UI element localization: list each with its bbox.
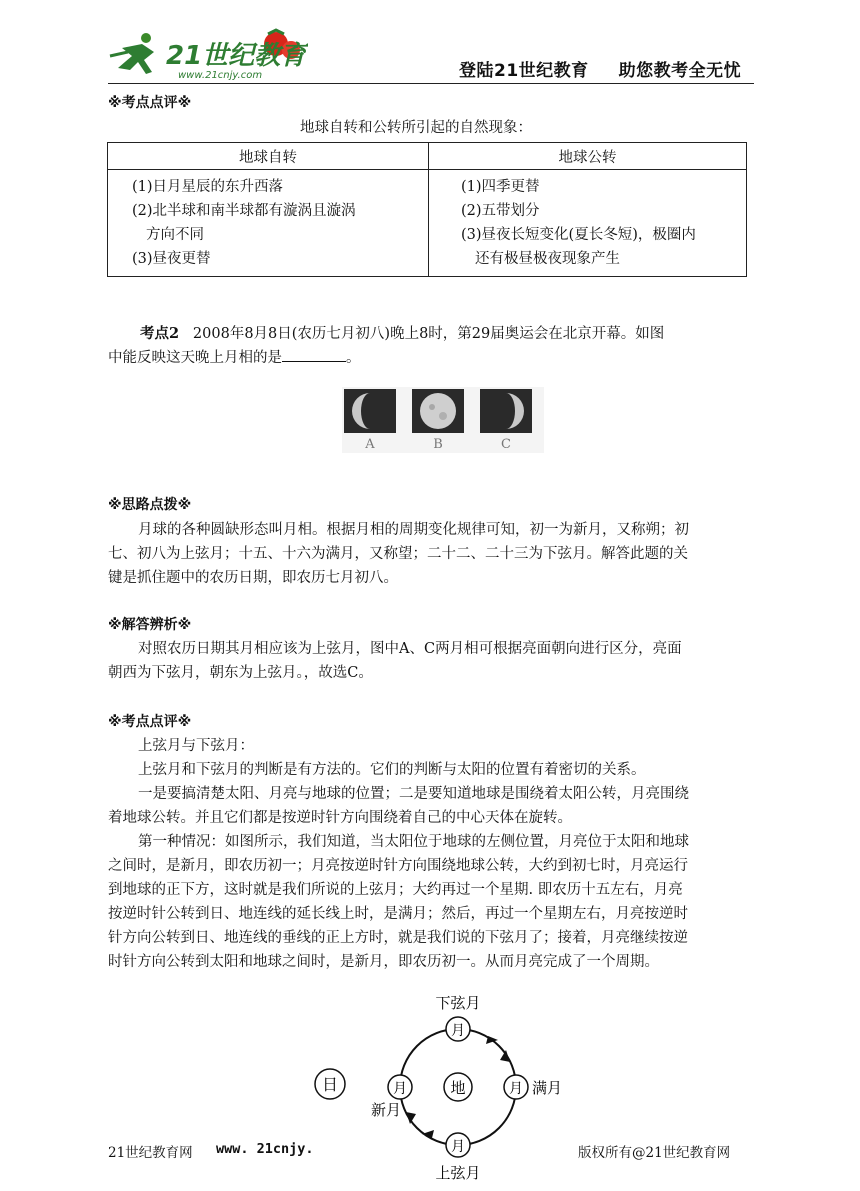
label-new-moon: 新月 xyxy=(370,1101,402,1119)
list-item: (1)日月星辰的东升西落 xyxy=(132,179,284,195)
text-line: 月球的各种圆缺形态叫月相。根据月相的周期变化规律可知，初一为新月，又称朔；初 xyxy=(138,522,689,538)
text-line: 上弦月与下弦月： xyxy=(138,738,254,754)
answer-blank xyxy=(282,347,346,362)
earth-node xyxy=(444,1073,472,1101)
list-item: (1)四季更替 xyxy=(461,179,540,195)
text-line: 七、初八为上弦月；十五、十六为满月，又称望；二十二、二十三为下弦月。解答此题的关 xyxy=(108,546,688,562)
runner-icon xyxy=(110,33,154,74)
label-full-moon: 满月 xyxy=(532,1079,560,1097)
moon-label-bottom: 月 xyxy=(451,1139,465,1155)
slogan-right: 助您教考全无忧 xyxy=(618,61,742,81)
text-line: 对照农历日期其月相应该为上弦月，图中A、C两月相可根据亮面朝向进行区分，亮面 xyxy=(138,641,682,657)
logo-url: www.21cnjy.com xyxy=(178,70,263,81)
revolution-cell xyxy=(429,170,747,277)
section-title-review-2: ※考点点评※ xyxy=(108,714,192,730)
table-row xyxy=(108,170,747,277)
moon-node-bottom xyxy=(446,1133,470,1157)
text-line: 按逆时针公转到日、地连线的延长线上时，是满月；然后，再过一个星期左右，月亮按逆时 xyxy=(108,906,688,922)
question-line1: 2008年8月8日(农历七月初八)晚上8时，第29届奥运会在北京开幕。如图 xyxy=(192,326,665,342)
footer-copyright: 版权所有@21世纪教育网 xyxy=(578,1145,731,1161)
text-line: 到地球的正下方，这时就是我们所说的上弦月；大约再过一个星期. 即农历十五左右，月亮 xyxy=(108,882,683,898)
logo xyxy=(108,26,308,82)
footer-left: 21世纪教育网 xyxy=(108,1145,193,1161)
text-line: 着地球公转。并且它们都是按逆时针方向围绕着自己的中心天体在旋转。 xyxy=(108,810,572,826)
text-line: 上弦月和下弦月的判断是有方法的。它们的判断与太阳的位置有着密切的关系。 xyxy=(138,762,646,778)
sun-node xyxy=(315,1069,345,1099)
question-text xyxy=(108,322,758,346)
moon-label-c: C xyxy=(501,437,511,452)
moon-orbit-diagram xyxy=(310,988,560,1186)
header-revolution: 地球公转 xyxy=(429,143,747,170)
text-line: 第一种情况：如图所示，我们知道，当太阳位于地球的左侧位置，月亮位于太阳和地球 xyxy=(138,834,689,850)
list-item: (2)五带划分 xyxy=(461,203,540,219)
text-line: 一是要搞清楚太阳、月亮与地球的位置；二是要知道地球是围绕着太阳公转，月亮围绕 xyxy=(138,786,689,802)
moon-node-top xyxy=(446,1017,470,1041)
moon-label-left: 月 xyxy=(393,1081,407,1097)
text-line: 朝西为下弦月，朝东为上弦月。，故选C。 xyxy=(108,665,373,681)
section-title-analysis: ※解答辨析※ xyxy=(108,617,192,633)
header-slogan xyxy=(459,56,741,81)
section-title-review: ※考点点评※ xyxy=(108,95,192,111)
text-line: 键是抓住题中的农历日期，即农历七月初八。 xyxy=(108,570,398,586)
analysis-paragraph xyxy=(108,637,758,685)
earth-label: 地 xyxy=(450,1079,466,1097)
moon-node-left xyxy=(388,1075,412,1099)
moon-phase-figure xyxy=(342,387,544,453)
header-rotation: 地球自转 xyxy=(108,143,429,170)
header-divider xyxy=(108,83,754,84)
moon-label-a: A xyxy=(365,437,375,452)
list-item: (3)昼夜更替 xyxy=(132,251,211,267)
slogan-left: 登陆21世纪教育 xyxy=(459,61,589,81)
list-item: 还有极昼极夜现象产生 xyxy=(475,251,620,267)
moon-node-right xyxy=(504,1075,528,1099)
text-line: 时针方向公转到太阳和地球之间时，是新月，即农历初一。从而月亮完成了一个周期。 xyxy=(108,954,659,970)
label-first-quarter: 上弦月 xyxy=(435,1164,481,1182)
comparison-table xyxy=(107,142,747,277)
orbit-arrow-right xyxy=(500,1050,510,1062)
question-stem: 中能反映这天晚上月相的是 xyxy=(108,350,282,366)
section-title-hint: ※思路点拨※ xyxy=(108,497,192,513)
text-line: 针方向公转到日、地连线的垂线的正上方时，就是我们说的下弦月了；接着，月亮继续按逆 xyxy=(108,930,688,946)
list-item: (2)北半球和南半球都有漩涡且漩涡 xyxy=(132,203,356,219)
logo-text: 21世纪教育 xyxy=(166,41,307,71)
list-item: (3)昼夜长短变化(夏长冬短)，极圈内 xyxy=(461,227,696,243)
moon-phase-b xyxy=(412,389,464,433)
orbit-arrow-left xyxy=(406,1112,416,1124)
moon-label-b: B xyxy=(433,437,443,452)
text-line: 之间时，是新月，即农历初一；月亮按逆时针方向围绕地球公转，大约到初七时，月亮运行 xyxy=(108,858,688,874)
moon-label-right: 月 xyxy=(509,1081,523,1097)
hint-paragraph xyxy=(108,518,758,590)
label-last-quarter: 下弦月 xyxy=(435,994,481,1012)
question-label: 考点2 xyxy=(140,325,180,342)
moon-phase-c xyxy=(480,389,532,433)
moon-phase-a xyxy=(344,389,396,433)
footer-url[interactable]: www. 21cnjy. xyxy=(216,1141,314,1157)
rotation-cell xyxy=(108,170,429,277)
list-item: 方向不同 xyxy=(146,227,204,243)
sun-label: 日 xyxy=(321,1075,339,1094)
table-caption: 地球自转和公转所引起的自然现象： xyxy=(300,120,532,136)
table-header-row xyxy=(108,143,747,170)
review-body xyxy=(108,734,758,974)
moon-label-top: 月 xyxy=(451,1023,465,1039)
question-end: 。 xyxy=(346,350,361,366)
question-line2 xyxy=(108,346,361,370)
